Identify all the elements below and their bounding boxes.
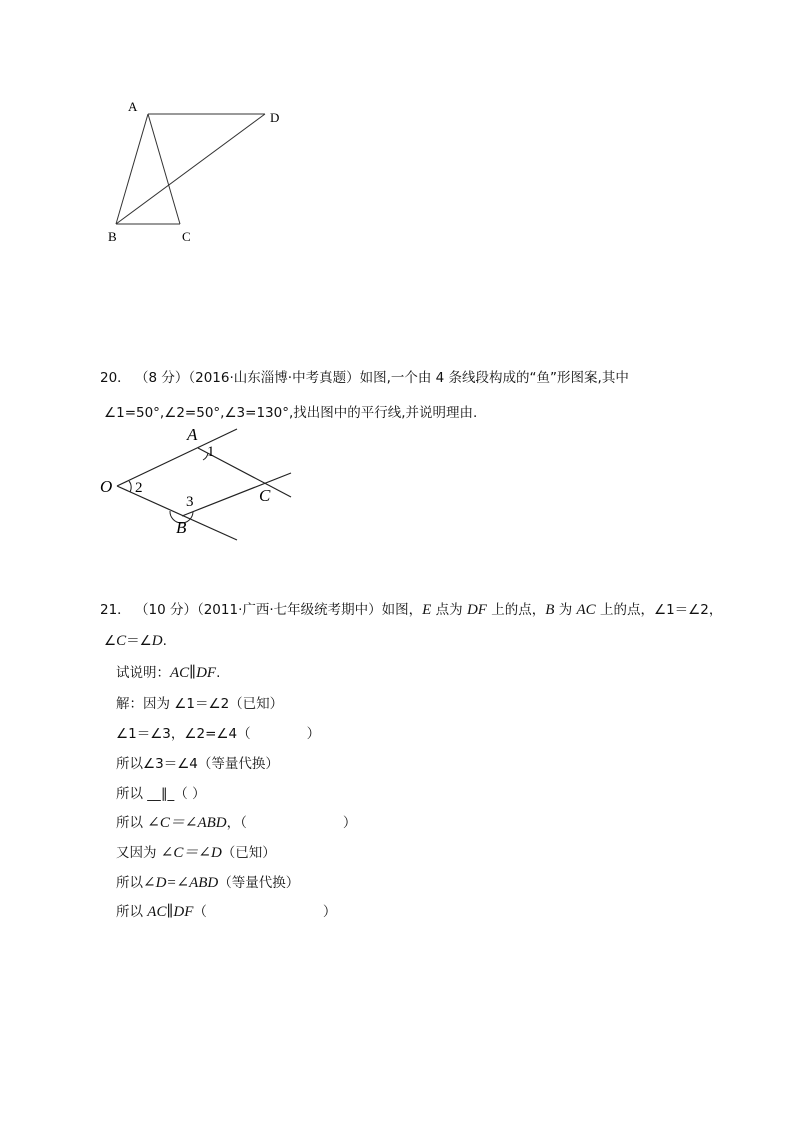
q21-step-1-text: 解：因为 ∠1＝∠2（已知） bbox=[116, 696, 284, 712]
figure-triangle-abd bbox=[100, 95, 300, 255]
q21-step-4-text: 所以 __∥_（ ） bbox=[116, 786, 206, 802]
q21-point-e: E bbox=[422, 602, 432, 618]
q21-segment-ac: AC bbox=[576, 602, 596, 618]
q21-line-2 bbox=[104, 629, 167, 650]
q21-prompt-expr: AC∥DF bbox=[170, 665, 217, 681]
q20-score: （8 分） bbox=[134, 370, 189, 386]
arc-angle-2 bbox=[129, 481, 131, 492]
q21-step-8 bbox=[116, 900, 336, 921]
q21-step-4 bbox=[116, 782, 206, 802]
q21-step-6-math: ∠C＝∠D bbox=[160, 845, 222, 861]
q21-step-3 bbox=[116, 752, 279, 772]
q20-text-1: 如图,一个由 4 条线段构成的“鱼”形图案,其中 bbox=[359, 370, 629, 386]
q21-prompt-label: 试说明： bbox=[116, 665, 170, 681]
q21-cond-c: C bbox=[116, 633, 127, 649]
q21-text-d: 为 bbox=[554, 602, 577, 618]
q21-text-c: 上的点， bbox=[486, 602, 546, 618]
q21-prompt-end: . bbox=[216, 665, 221, 681]
q21-step-5 bbox=[116, 811, 356, 832]
q21-step-5-close: ） bbox=[342, 815, 357, 831]
q21-step-7 bbox=[116, 871, 299, 892]
label-angle-3: 3 bbox=[186, 494, 194, 510]
q21-step-8-close: ） bbox=[322, 904, 337, 920]
label-o: O bbox=[100, 477, 113, 496]
q21-cond-angle: ∠ bbox=[104, 633, 117, 649]
q21-point-b: B bbox=[545, 602, 555, 618]
q21-source: （2011·广西·七年级统考期中） bbox=[196, 602, 382, 618]
q21-step-5-mid: ，（ bbox=[226, 815, 247, 831]
q21-step-2-text: ∠1＝∠3，∠2=∠4（ bbox=[116, 726, 251, 742]
q21-cond-eq: ＝∠ bbox=[126, 633, 152, 649]
segment-oa bbox=[117, 429, 237, 486]
label-a: A bbox=[128, 99, 138, 114]
q21-cond-end: . bbox=[162, 633, 167, 649]
label-angle-2: 2 bbox=[135, 480, 143, 496]
label-angle-1: 1 bbox=[207, 444, 215, 460]
q21-step-7-post: （等量代换） bbox=[218, 875, 300, 891]
q21-step-7-math: ∠D=∠ABD bbox=[143, 875, 219, 891]
q21-segment-df: DF bbox=[466, 602, 487, 618]
segment-ac bbox=[148, 114, 180, 224]
q21-number: 21． bbox=[100, 602, 131, 618]
figure-fish bbox=[95, 422, 305, 547]
segment-bd bbox=[116, 114, 265, 224]
q21-prompt bbox=[116, 661, 220, 682]
label-c: C bbox=[182, 229, 191, 244]
q21-step-2 bbox=[116, 722, 320, 742]
q20-line-2 bbox=[104, 401, 477, 421]
q21-text-a: 如图， bbox=[381, 602, 423, 618]
q21-step-2-close: ） bbox=[306, 726, 321, 742]
q21-step-6 bbox=[116, 841, 276, 862]
label-a: A bbox=[187, 425, 198, 444]
label-c: C bbox=[259, 486, 271, 505]
q21-step-8-pre: 所以 bbox=[116, 904, 148, 920]
q21-score: （10 分） bbox=[134, 602, 197, 618]
q21-step-6-post: （已知） bbox=[221, 845, 276, 861]
q20-text-2: ∠1=50°,∠2=50°,∠3=130°,找出图中的平行线,并说明理由. bbox=[104, 405, 478, 421]
q20-line-1 bbox=[100, 366, 629, 386]
q21-step-6-pre: 又因为 bbox=[116, 845, 161, 861]
q21-text-e: 上的点，∠1＝∠2， bbox=[595, 602, 723, 618]
q21-step-8-math: AC∥DF bbox=[147, 904, 194, 920]
segment-bc bbox=[182, 473, 291, 516]
q21-step-8-open: （ bbox=[193, 904, 207, 920]
q21-cond-d: D bbox=[151, 633, 163, 649]
label-b: B bbox=[176, 518, 187, 537]
q21-step-7-pre: 所以 bbox=[116, 875, 143, 891]
q21-step-5-math: ∠C＝∠ABD bbox=[147, 815, 227, 831]
q20-number: 20． bbox=[100, 370, 131, 386]
q21-step-5-pre: 所以 bbox=[116, 815, 148, 831]
label-d: D bbox=[270, 110, 280, 125]
q21-text-b: 点为 bbox=[431, 602, 467, 618]
q21-step-1 bbox=[116, 692, 283, 712]
q20-source: （2016·山东淄博·中考真题） bbox=[188, 370, 360, 386]
segment-ab bbox=[116, 114, 148, 224]
q21-line-1 bbox=[100, 598, 722, 619]
label-b: B bbox=[108, 229, 117, 244]
q21-step-3-text: 所以∠3＝∠4（等量代换） bbox=[116, 756, 279, 772]
